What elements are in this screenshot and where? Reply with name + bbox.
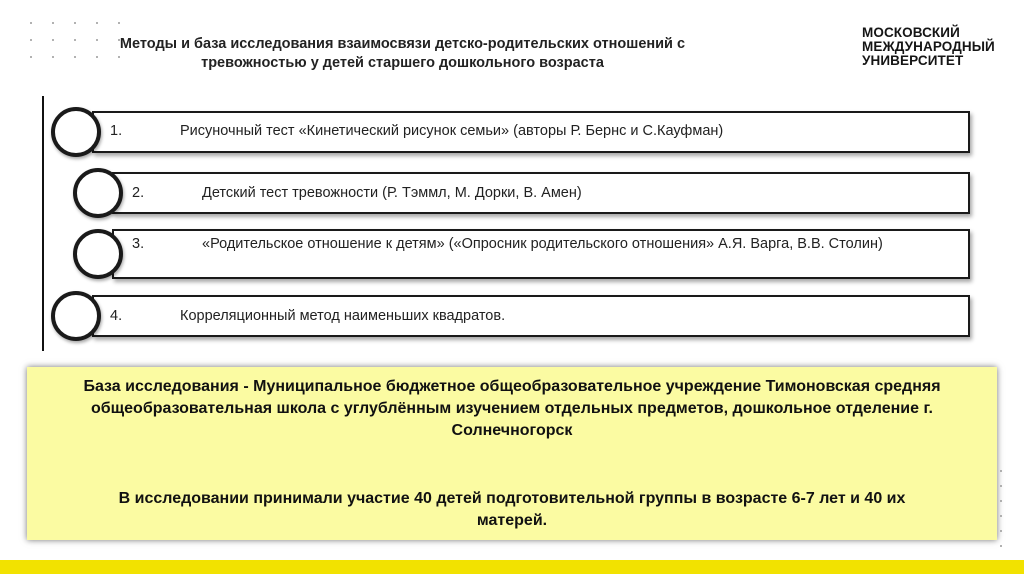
research-base-text: База исследования - Муниципальное бюджетное общеобразовательное учреждение Тимоновская средняя общеобразовательная школа с углублённым изучением отдельных предметов, дошкольное отделение г. Солнечногорск <box>83 378 941 439</box>
timeline-line <box>42 96 44 351</box>
slide-title: Методы и база исследования взаимосвязи детско-родительских отношений с тревожностью у детей старшего дошкольного возраста <box>119 36 686 71</box>
method-text-1: Рисуночный тест «Кинетический рисунок семьи» (авторы Р. Бернс и С.Кауфман) <box>180 123 724 139</box>
research-info-panel <box>27 367 997 540</box>
method-number-1: 1. <box>110 123 123 139</box>
method-number-2: 2. <box>132 185 145 201</box>
method-bullet-circle-2 <box>73 168 123 218</box>
method-text-2: Детский тест тревожности (Р. Тэммл, М. Дорки, В. Амен) <box>202 185 582 201</box>
method-number-4: 4. <box>110 308 123 324</box>
method-bullet-circle-1 <box>51 107 101 157</box>
bottom-accent-bar <box>0 560 1024 574</box>
method-text-4: Корреляционный метод наименьших квадратов. <box>180 308 506 324</box>
university-logo <box>862 26 995 68</box>
decorative-dot-column <box>1000 470 1002 547</box>
method-bullet-circle-3 <box>73 229 123 279</box>
method-number-3: 3. <box>132 236 145 252</box>
method-bullet-circle-4 <box>51 291 101 341</box>
research-participants-text: В исследовании принимали участие 40 детей подготовительной группы в возрасте 6-7 лет и 40 их матерей. <box>118 490 906 529</box>
method-text-3: «Родительское отношение к детям» («Опросник родительского отношения» А.Я. Варга, В.В. Столин) <box>202 236 883 252</box>
logo-line-1: МОСКОВСКИЙ <box>862 25 960 40</box>
logo-line-3: УНИВЕРСИТЕТ <box>862 53 964 68</box>
logo-line-2: МЕЖДУНАРОДНЫЙ <box>862 39 995 54</box>
